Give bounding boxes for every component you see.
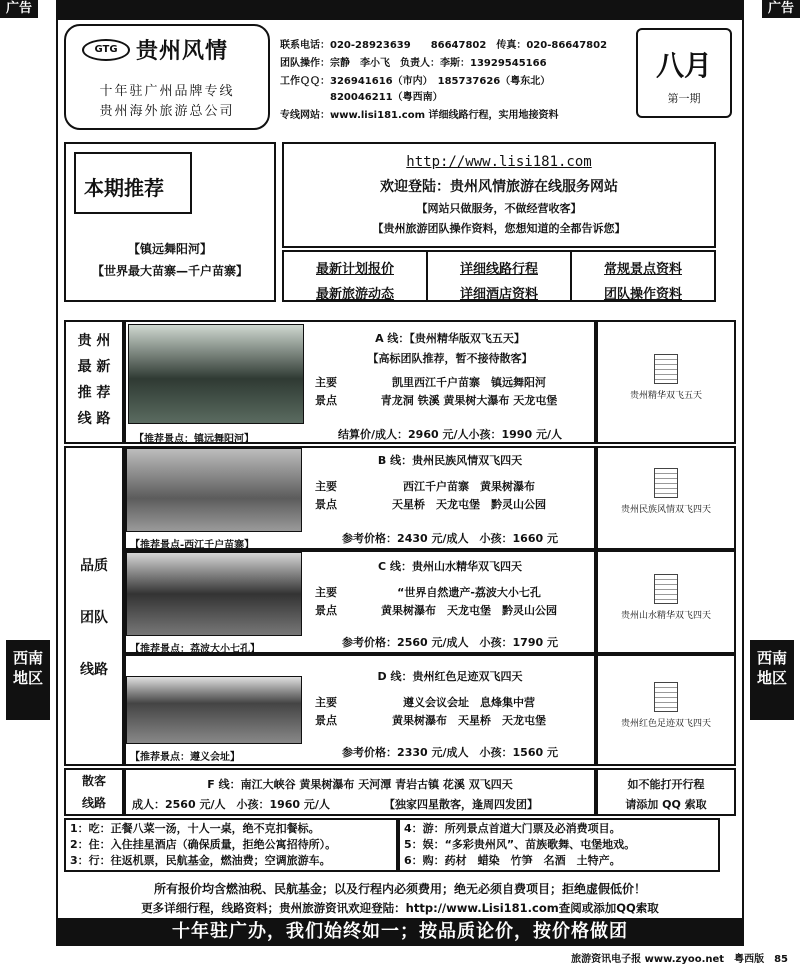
page-number: 旅游资讯电子报 www.zyoo.net 粤西版 85 (571, 954, 788, 965)
document-icon (654, 682, 678, 712)
contact-line: 工作ＱＱ：326941616（市内） 185737626（粤东北） (280, 76, 551, 87)
doc-link-line-d[interactable]: 贵州红色足迹双飞四天 (606, 682, 726, 729)
link-group (428, 252, 572, 300)
photo-caption: 【推荐景点：荔波大小七孔】 (130, 644, 260, 655)
link-team-ops[interactable]: 团队操作资料 (603, 287, 682, 302)
photo-zunyi-site (126, 676, 302, 744)
line-b-price: 参考价格：2430 元/成人 小孩：1660 元 (342, 532, 558, 545)
line-a-subtitle: 【高标团队推荐，暂不接待散客】 (367, 352, 533, 365)
contact-line: 团队操作：宗静 李小飞 负责人：李斯：13929545166 (280, 58, 547, 69)
website-note: 【网站只做服务，不做经营收客】 (416, 202, 582, 215)
line-a-title: A 线：【贵州精华版双飞五天】 (375, 332, 525, 345)
quick-links (282, 250, 716, 302)
issue-month: 八月 (655, 49, 712, 82)
line-d-title: D 线：贵州红色足迹双飞四天 (377, 670, 523, 683)
photo-caption: 【推荐景点：遵义会址】 (130, 752, 240, 763)
photo-caption: 【推荐景点：镇远舞阳河】 (134, 434, 254, 445)
doc-link-line-c[interactable]: 贵州山水精华双飞四天 (606, 574, 726, 621)
footer-line1: 所有报价均含燃油税、民航基金；以及行程内必须费用；绝无必须自费项目；拒绝虚假低价！ (153, 882, 646, 896)
line-b-title: B 线：贵州民族风情双飞四天 (377, 454, 523, 467)
photo-wuyang-river (128, 324, 304, 424)
recommend-item: 【世界最大苗寨—千户苗寨】 (91, 264, 248, 278)
contact-line: 820046211（粤西南） (280, 92, 443, 103)
brand-logo-box (64, 24, 270, 130)
line-d-spots: 遵义会议会址 息烽集中营 黄果树瀑布 天星桥 天龙屯堡 (392, 696, 546, 727)
line-c-title: C 线：贵州山水精华双飞四天 (378, 560, 522, 573)
qq-hint[interactable]: 请添加 QQ 索取 (625, 798, 707, 811)
link-group (572, 252, 714, 300)
region-tab-right: 西南地区 (750, 640, 794, 720)
line-d-price: 参考价格：2330 元/成人 小孩：1560 元 (342, 746, 558, 759)
key-spots-label: 主要 景点 (315, 480, 337, 511)
doc-link-line-a[interactable]: 贵州精华双飞五天 (606, 354, 726, 401)
notes-right: 4：游：所列景点首道大门票及必消费项目。 5：娱：“多彩贵州风”、苗族歌舞、屯堡地戏。 6：购：药材 蜡染 竹笋 名酒 土特产。 (404, 822, 636, 867)
key-spots-label: 主要 景点 (315, 696, 337, 727)
document-icon (654, 574, 678, 604)
footer-slogan: 十年驻广办，我们始终如一；按品质论价，按价格做团 (56, 918, 744, 946)
line-f-badge: 【独家四星散客，逢周四发团】 (384, 798, 538, 811)
website-url-link[interactable]: http://www.lisi181.com (406, 154, 592, 170)
top-bar (56, 0, 744, 18)
section-label-new: 贵 州 最 新 推 荐 线 路 (77, 333, 111, 427)
qq-hint: 如不能打开行程 (627, 778, 705, 791)
contact-line: 专线网站：www.lisi181.com 详细线路行程，实用地接资料 (280, 110, 559, 121)
line-a-spots: 凯里西江千户苗寨 镇远舞阳河 青龙洞 铁溪 黄果树大瀑布 天龙屯堡 (380, 376, 558, 407)
link-latest-quotes[interactable]: 最新计划报价 (315, 262, 394, 277)
link-hotels[interactable]: 详细酒店资料 (459, 287, 538, 302)
link-latest-news[interactable]: 最新旅游动态 (315, 287, 394, 302)
photo-xijiang-village (126, 448, 302, 532)
brand-sub2: 贵州海外旅游总公司 (99, 104, 235, 119)
brand-name: 贵州风情 (136, 39, 229, 64)
brand-sub1: 十年驻广州品牌专线 (99, 84, 235, 99)
website-panel (282, 142, 716, 248)
line-f-price: 成人：2560 元/人 小孩：1960 元/人 (132, 798, 330, 811)
link-attractions[interactable]: 常规景点资料 (603, 262, 682, 277)
issue-box (636, 28, 732, 118)
line-c-price: 参考价格：2560 元/成人 小孩：1790 元 (342, 636, 558, 649)
logo-mark: GTG (82, 39, 130, 61)
key-spots-label: 主要 景点 (315, 586, 337, 617)
ad-tag-left: 广告 (0, 0, 38, 18)
footer-line2: 更多详细行程，线路资料；贵州旅游资讯欢迎登陆：http://www.Lisi181.com查阅或添加QQ索取 (141, 901, 659, 915)
line-f-title: F 线：南江大峡谷 黄果树瀑布 天河潭 青岩古镇 花溪 双飞四天 (207, 778, 513, 791)
document-icon (654, 354, 678, 384)
recommend-panel (64, 142, 276, 302)
ad-tag-right: 广告 (762, 0, 800, 18)
document-icon (654, 468, 678, 498)
recommend-item: 【镇远舞阳河】 (127, 242, 212, 256)
notes-left: 1：吃：正餐八菜一汤，十人一桌，绝不克扣餐标。 2：住：入住挂星酒店（确保质量，拒绝公寓招待所）。 3：行：往返机票，民航基金，燃油费；空调旅游车。 (70, 822, 337, 867)
line-a-price: 结算价/成人：2960 元/人小孩：1990 元/人 (338, 428, 562, 441)
key-spots-label: 主要 景点 (315, 376, 337, 407)
section-label-quality: 品质 团队 线路 (80, 558, 108, 678)
photo-libo-qikong (126, 552, 302, 636)
website-note: 【贵州旅游团队操作资料，您想知道的全都告诉您】 (372, 222, 626, 235)
link-group (284, 252, 428, 300)
doc-link-line-b[interactable]: 贵州民族风情双飞四天 (606, 468, 726, 515)
photo-caption: 【推荐景点-西江千户苗寨】 (130, 540, 255, 551)
recommend-title: 本期推荐 (74, 152, 192, 214)
region-tab-left: 西南地区 (6, 640, 50, 720)
issue-number: 第一期 (667, 92, 701, 105)
welcome-text: 欢迎登陆：贵州风情旅游在线服务网站 (380, 179, 618, 195)
contact-line: 联系电话：020-28923639 86647802 传真：020-86647802 (280, 40, 608, 51)
section-label-scatter: 散客 线路 (81, 774, 106, 810)
line-c-spots: “世界自然遗产-荔波大小七孔 黄果树瀑布 天龙屯堡 黔灵山公园 (381, 586, 557, 617)
link-itinerary[interactable]: 详细线路行程 (459, 262, 538, 277)
line-b-spots: 西江千户苗寨 黄果树瀑布 天星桥 天龙屯堡 黔灵山公园 (392, 480, 546, 511)
